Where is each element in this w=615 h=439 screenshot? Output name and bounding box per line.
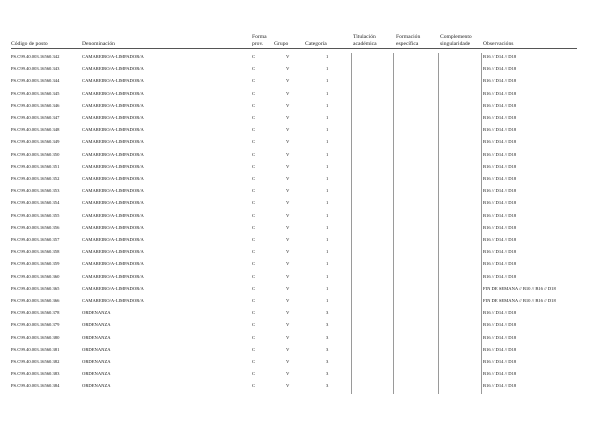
cell-codigo: PS.C99.40.003.16560.379 [11,322,60,328]
table-row [0,359,615,371]
cell-observacions: B16 // D14 // D18 [483,322,517,328]
table-row [0,152,615,164]
cell-categoria: 1 [326,54,329,59]
cell-observacions: B16 // D14 // D18 [483,310,517,316]
cell-observacions: B16 // D14 // D18 [483,66,517,72]
table-row [0,286,615,298]
cell-categoria: 1 [326,212,329,218]
cell-observacions: B16 // D14 // D18 [483,212,517,218]
cell-codigo: PS.C99.40.003.16560.349 [11,139,60,145]
cell-forma: C [252,200,256,206]
table-row [0,371,615,383]
cell-forma: C [252,139,256,145]
cell-grupo: V [286,139,290,145]
cell-denominacion: CAMAREIRO/A-LIMPADOR/A [82,115,144,120]
cell-observacions: B16 // D14 // D18 [483,273,517,279]
cell-codigo: PS.C99.40.003.16560.356 [11,224,60,230]
cell-grupo: V [286,127,290,133]
header-forma-line1: Forma [252,34,267,40]
header-observacions: Observacións [483,41,514,47]
cell-codigo: PS.C99.40.003.16560.342 [11,54,60,59]
cell-denominacion: CAMAREIRO/A-LIMPADOR/A [82,224,144,230]
cell-categoria: 1 [326,273,329,279]
cell-observacions: B16 // D14 // D18 [483,237,517,242]
cell-codigo: PS.C99.40.003.16560.381 [11,346,60,352]
cell-categoria: 1 [326,78,329,84]
cell-categoria: 3 [326,334,329,340]
table-row [0,176,615,188]
cell-categoria: 1 [326,90,329,96]
cell-denominacion: CAMAREIRO/A-LIMPADOR/A [82,212,144,218]
cell-denominacion: CAMAREIRO/A-LIMPADOR/A [82,78,144,84]
cell-grupo: V [286,115,290,120]
cell-denominacion: CAMAREIRO/A-LIMPADOR/A [82,249,144,255]
table-row [0,164,615,176]
cell-categoria: 3 [326,346,329,352]
cell-forma: C [252,90,256,96]
cell-codigo: PS.C99.40.003.16560.357 [11,237,60,242]
cell-grupo: V [286,371,290,377]
cell-grupo: V [286,261,290,267]
cell-observacions: B16 // D14 // D18 [483,249,517,255]
table-row [0,261,615,273]
cell-grupo: V [286,322,290,328]
cell-forma: C [252,78,256,84]
cell-observacions: B16 // D14 // D18 [483,359,517,364]
cell-observacions: B16 // D14 // D18 [483,224,517,230]
cell-categoria: 1 [326,200,329,206]
cell-forma: C [252,163,256,169]
cell-forma: C [252,115,256,120]
cell-forma: C [252,188,256,194]
cell-observacions: B16 // D14 // D18 [483,188,517,194]
cell-observacions: B16 // D14 // D18 [483,346,517,352]
cell-grupo: V [286,383,290,389]
cell-codigo: PS.C99.40.003.16560.365 [11,285,60,291]
cell-forma: C [252,273,256,279]
header-formacion-line1: Formación [396,34,421,40]
cell-grupo: V [286,334,290,340]
table-row [0,213,615,225]
table-row [0,383,615,395]
header-forma-line2: prov. [252,41,264,48]
cell-forma: C [252,127,256,133]
table-row [0,54,615,66]
cell-observacions: B16 // D14 // D18 [483,151,517,157]
cell-categoria: 1 [326,139,329,145]
cell-grupo: V [286,273,290,279]
cell-grupo: V [286,176,290,181]
table-row [0,274,615,286]
cell-observacions: FIN DE SEMANA // B10 // B16 // D18 [483,298,556,303]
cell-grupo: V [286,163,290,169]
cell-denominacion: ORDENANZA [82,322,111,328]
cell-observacions: B16 // D14 // D18 [483,78,517,84]
cell-forma: C [252,285,256,291]
cell-grupo: V [286,298,290,303]
cell-categoria: 1 [326,188,329,194]
cell-grupo: V [286,188,290,194]
cell-denominacion: ORDENANZA [82,346,111,352]
cell-forma: C [252,54,256,59]
cell-codigo: PS.C99.40.003.16560.346 [11,102,60,108]
table-row [0,91,615,103]
cell-observacions: B16 // D14 // D18 [483,163,517,169]
cell-forma: C [252,383,256,389]
cell-grupo: V [286,212,290,218]
header-complemento-line1: Complemento [440,34,472,40]
cell-codigo: PS.C99.40.003.16560.359 [11,261,60,267]
cell-observacions: B16 // D14 // D18 [483,127,517,133]
cell-categoria: 3 [326,383,329,389]
cell-categoria: 3 [326,359,329,364]
cell-codigo: PS.C99.40.003.16560.378 [11,310,60,316]
cell-forma: C [252,261,256,267]
cell-denominacion: CAMAREIRO/A-LIMPADOR/A [82,54,144,59]
cell-forma: C [252,346,256,352]
header-complemento-line2: singularidade [440,41,471,48]
cell-grupo: V [286,54,290,59]
header-titulacion-line1: Titulación [353,34,376,40]
cell-codigo: PS.C99.40.003.16560.366 [11,298,60,303]
header-forma [252,34,267,47]
cell-forma: C [252,359,256,364]
cell-grupo: V [286,78,290,84]
cell-forma: C [252,237,256,242]
cell-denominacion: CAMAREIRO/A-LIMPADOR/A [82,127,144,133]
cell-grupo: V [286,90,290,96]
cell-denominacion: CAMAREIRO/A-LIMPADOR/A [82,273,144,279]
cell-denominacion: ORDENANZA [82,371,111,377]
cell-grupo: V [286,151,290,157]
cell-denominacion: CAMAREIRO/A-LIMPADOR/A [82,298,144,303]
cell-denominacion: CAMAREIRO/A-LIMPADOR/A [82,237,144,242]
cell-denominacion: ORDENANZA [82,334,111,340]
cell-forma: C [252,298,256,303]
table-row [0,249,615,261]
cell-codigo: PS.C99.40.003.16560.347 [11,115,60,120]
cell-categoria: 1 [326,261,329,267]
cell-denominacion: CAMAREIRO/A-LIMPADOR/A [82,102,144,108]
cell-forma: C [252,102,256,108]
cell-forma: C [252,334,256,340]
cell-codigo: PS.C99.40.003.16560.358 [11,249,60,255]
cell-grupo: V [286,237,290,242]
cell-codigo: PS.C99.40.003.16560.345 [11,90,60,96]
cell-codigo: PS.C99.40.003.16560.348 [11,127,60,133]
table-row [0,225,615,237]
cell-observacions: B16 // D14 // D18 [483,115,517,120]
header-titulacion [353,34,377,47]
table-row [0,115,615,127]
cell-forma: C [252,212,256,218]
cell-observacions: B16 // D14 // D18 [483,383,517,389]
table-row [0,78,615,90]
cell-categoria: 3 [326,310,329,316]
cell-forma: C [252,66,256,72]
cell-forma: C [252,176,256,181]
cell-codigo: PS.C99.40.003.16560.383 [11,371,60,377]
cell-categoria: 1 [326,163,329,169]
cell-categoria: 1 [326,115,329,120]
table-row [0,103,615,115]
table-row [0,237,615,249]
cell-denominacion: ORDENANZA [82,310,111,316]
table-row [0,200,615,212]
cell-codigo: PS.C99.40.003.16560.350 [11,151,60,157]
table-row [0,310,615,322]
cell-grupo: V [286,200,290,206]
cell-denominacion: CAMAREIRO/A-LIMPADOR/A [82,200,144,206]
cell-observacions: B16 // D14 // D18 [483,102,517,108]
cell-denominacion: ORDENANZA [82,359,111,364]
header-formacion [396,34,420,47]
header-underline [11,48,577,49]
cell-categoria: 3 [326,371,329,377]
table-row [0,347,615,359]
cell-observacions: B16 // D14 // D18 [483,139,517,145]
cell-codigo: PS.C99.40.003.16560.380 [11,334,60,340]
cell-categoria: 1 [326,237,329,242]
cell-grupo: V [286,249,290,255]
cell-grupo: V [286,102,290,108]
cell-forma: C [252,322,256,328]
cell-forma: C [252,151,256,157]
cell-categoria: 1 [326,127,329,133]
header-titulacion-line2: académica [353,41,377,48]
cell-categoria: 1 [326,176,329,181]
table-row [0,335,615,347]
cell-grupo: V [286,359,290,364]
cell-categoria: 1 [326,66,329,72]
cell-codigo: PS.C99.40.003.16560.354 [11,200,60,206]
cell-codigo: PS.C99.40.003.16560.351 [11,163,60,169]
cell-denominacion: CAMAREIRO/A-LIMPADOR/A [82,90,144,96]
header-categoria: Categoría [305,41,327,47]
table-row [0,298,615,310]
cell-denominacion: CAMAREIRO/A-LIMPADOR/A [82,151,144,157]
cell-denominacion: CAMAREIRO/A-LIMPADOR/A [82,176,144,181]
cell-denominacion: CAMAREIRO/A-LIMPADOR/A [82,285,144,291]
header-codigo: Código de posto [11,41,48,47]
cell-observacions: B16 // D14 // D18 [483,90,517,96]
cell-grupo: V [286,224,290,230]
cell-categoria: 1 [326,298,329,303]
table-row [0,322,615,334]
cell-categoria: 1 [326,285,329,291]
header-formacion-line2: específica [396,41,419,48]
header-grupo: Grupo [274,41,289,47]
cell-codigo: PS.C99.40.003.16560.353 [11,188,60,194]
cell-observacions: B16 // D14 // D18 [483,261,517,267]
table-row [0,139,615,151]
table-row [0,188,615,200]
header-complemento [440,34,472,47]
cell-categoria: 1 [326,249,329,255]
cell-codigo: PS.C99.40.003.16560.344 [11,78,60,84]
cell-codigo: PS.C99.40.003.16560.352 [11,176,60,181]
table-row [0,127,615,139]
cell-denominacion: CAMAREIRO/A-LIMPADOR/A [82,139,144,145]
cell-forma: C [252,371,256,377]
cell-forma: C [252,310,256,316]
cell-grupo: V [286,346,290,352]
cell-categoria: 1 [326,151,329,157]
cell-codigo: PS.C99.40.003.16560.360 [11,273,60,279]
cell-codigo: PS.C99.40.003.16560.382 [11,359,60,364]
cell-forma: C [252,249,256,255]
header-denominacion: Denominación [82,41,115,47]
cell-observacions: FIN DE SEMANA // B10 // B16 // D18 [483,285,556,291]
cell-forma: C [252,224,256,230]
cell-grupo: V [286,285,290,291]
cell-grupo: V [286,310,290,316]
cell-categoria: 1 [326,102,329,108]
cell-denominacion: CAMAREIRO/A-LIMPADOR/A [82,66,144,72]
cell-grupo: V [286,66,290,72]
cell-categoria: 3 [326,322,329,328]
cell-observacions: B16 // D14 // D18 [483,200,517,206]
cell-observacions: B16 // D14 // D18 [483,54,517,59]
table-row [0,66,615,78]
cell-codigo: PS.C99.40.003.16560.384 [11,383,60,389]
cell-denominacion: ORDENANZA [82,383,111,389]
cell-denominacion: CAMAREIRO/A-LIMPADOR/A [82,188,144,194]
cell-codigo: PS.C99.40.003.16560.343 [11,66,60,72]
cell-observacions: B16 // D14 // D18 [483,334,517,340]
cell-denominacion: CAMAREIRO/A-LIMPADOR/A [82,163,144,169]
cell-categoria: 1 [326,224,329,230]
cell-codigo: PS.C99.40.003.16560.355 [11,212,60,218]
cell-observacions: B16 // D14 // D18 [483,176,517,181]
cell-observacions: B16 // D14 // D18 [483,371,517,377]
cell-denominacion: CAMAREIRO/A-LIMPADOR/A [82,261,144,267]
